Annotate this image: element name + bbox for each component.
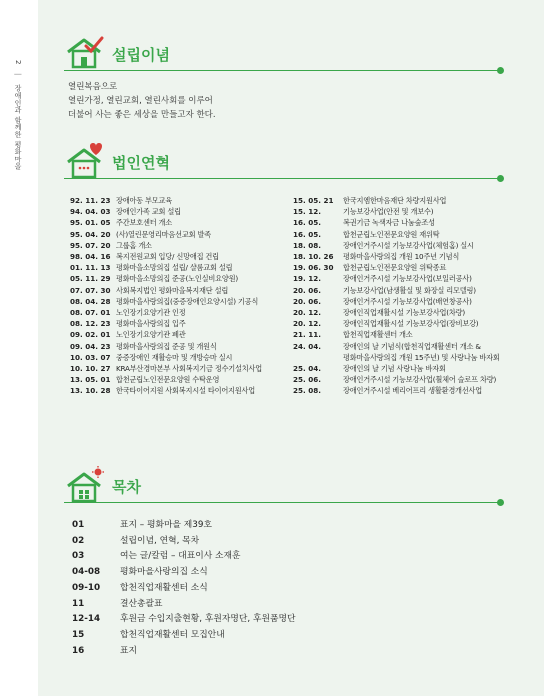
history-event: 합천군립노인전문요양원 위탁종료 — [343, 263, 447, 273]
section-title-history: 법인연혁 — [112, 154, 170, 172]
history-date: 18. 10. 26 — [293, 252, 334, 262]
history-row — [70, 229, 290, 240]
history-header — [64, 142, 504, 182]
history-row — [293, 262, 533, 273]
philosophy-line: 열린복음으로 — [68, 82, 118, 92]
toc-item — [72, 518, 295, 534]
history-event: 평화마을사랑의집(중증장애인요양시설) 기공식 — [116, 296, 259, 306]
history-row — [70, 318, 290, 329]
history-event: 장애아동 부모교육 — [116, 196, 173, 205]
history-row — [293, 285, 533, 296]
toc-title: 합천직업재활센터 소식 — [120, 582, 208, 593]
history-row — [70, 363, 290, 374]
history-list-left — [70, 195, 290, 397]
house-check-icon — [64, 34, 106, 70]
history-date: 20. 12. — [293, 319, 321, 329]
history-row — [70, 251, 290, 262]
publication-name: 장애인과 함께한 평화마을 — [14, 84, 22, 170]
separator: | — [14, 73, 22, 76]
divider — [64, 178, 498, 179]
history-date: 15. 12. — [293, 207, 321, 217]
history-date: 08. 04. 28 — [70, 296, 111, 306]
section-title-toc: 목차 — [112, 478, 141, 496]
divider — [64, 70, 498, 71]
toc-page: 09-10 — [72, 582, 101, 593]
toc-page: 11 — [72, 598, 85, 609]
house-heart-icon — [64, 142, 106, 180]
toc-title: 표지 — [120, 645, 137, 656]
history-row — [70, 385, 290, 396]
sidebar — [0, 0, 38, 696]
history-row — [70, 352, 290, 363]
history-row — [293, 296, 533, 307]
history-row — [70, 240, 290, 251]
history-date: 18. 08. — [293, 240, 321, 250]
toc-item — [72, 565, 295, 581]
history-date: 19. 12. — [293, 274, 321, 284]
toc-title: 후원금 수입지출현황, 후원자명단, 후원품명단 — [120, 614, 296, 625]
history-row — [70, 374, 290, 385]
history-row — [70, 341, 290, 352]
divider-dot — [497, 67, 504, 74]
history-date: 10. 10. 27 — [70, 364, 111, 374]
toc-page: 12-14 — [72, 614, 101, 625]
history-row — [293, 385, 533, 396]
toc-header — [64, 466, 504, 506]
toc-page: 16 — [72, 645, 85, 656]
toc-list — [72, 518, 295, 659]
history-date: 21. 11. — [293, 330, 321, 340]
history-event: 주간보호센터 개소 — [116, 218, 173, 228]
history-date: 92. 11. 23 — [70, 196, 111, 205]
history-row — [70, 329, 290, 340]
history-row — [293, 251, 533, 262]
divider-dot — [497, 175, 504, 182]
history-event: 합천직업재활센터 개소 — [343, 330, 413, 340]
history-event: 평화마을사랑의집 개원 15주년) 및 사랑나눔 바자회 — [343, 352, 500, 362]
divider-dot — [497, 499, 504, 506]
history-date: 19. 06. 30 — [293, 263, 334, 273]
sidebar-caption — [13, 60, 23, 170]
history-row — [293, 374, 533, 385]
history-event: 장애인가족 교회 설립 — [116, 207, 181, 217]
history-date: 16. 05. — [293, 218, 321, 228]
history-date: 13. 05. 01 — [70, 375, 111, 385]
toc-item — [72, 644, 295, 660]
history-date: 09. 04. 23 — [70, 341, 111, 351]
history-row — [293, 329, 533, 340]
history-row — [293, 307, 533, 318]
toc-item — [72, 534, 295, 550]
history-event: 사회복지법인 평화마을복지재단 설립 — [116, 285, 229, 295]
philosophy-line: 열린가정, 열린교회, 열린사회를 이루어 — [68, 96, 213, 106]
toc-page: 03 — [72, 551, 85, 562]
history-event: 복권기금 녹색자금 나눔숲조성 — [343, 218, 435, 228]
history-event: 장애인거주시설 기능보강사업(체험홈) 실시 — [343, 240, 474, 250]
toc-title: 결산총괄표 — [120, 598, 163, 609]
history-date: 09. 02. 01 — [70, 330, 111, 340]
toc-page: 01 — [72, 520, 85, 530]
history-event: 노인장기요양기관 인정 — [116, 308, 186, 318]
history-date: 24. 04. — [293, 341, 321, 351]
history-event: (사)열린문영리마음선교회 발족 — [116, 229, 211, 239]
history-list-right — [293, 195, 533, 397]
history-event: 그룹홈 개소 — [116, 240, 152, 250]
history-event: 장애인거주시설 베리어프리 생활환경개선사업 — [343, 386, 483, 396]
philosophy-text — [68, 80, 216, 122]
toc-item — [72, 581, 295, 597]
history-event: 평화마을사랑의집 입주 — [116, 319, 186, 329]
history-date: 95. 04. 20 — [70, 229, 111, 239]
history-date: 15. 05. 21 — [293, 196, 334, 205]
history-event: 장애인거주시설 기능보강사업(휠체어 슬로프 차량) — [343, 375, 497, 385]
history-date: 25. 08. — [293, 386, 321, 396]
history-date: 08. 12. 23 — [70, 319, 111, 329]
history-event: 평화마을소망의집 준공(노인실비요양원) — [116, 274, 238, 284]
house-sun-icon — [64, 466, 106, 504]
history-row — [70, 206, 290, 217]
page-number: 2 — [14, 60, 22, 65]
history-row — [293, 240, 533, 251]
toc-title: 설립이념, 연혁, 목차 — [120, 535, 200, 546]
history-row — [293, 195, 533, 206]
toc-title: 표지 – 평화마을 제39호 — [120, 520, 212, 530]
history-row — [70, 296, 290, 307]
history-event: 한국지엠한마음재단 차량지원사업 — [343, 196, 447, 205]
history-row — [293, 341, 533, 352]
history-row — [70, 195, 290, 206]
history-date: 01. 11. 13 — [70, 263, 111, 273]
history-event: 합천군립노인전문요양원 재위탁 — [343, 229, 440, 239]
history-row — [293, 318, 533, 329]
history-event: 노인장기요양기관 폐관 — [116, 330, 186, 340]
toc-page: 02 — [72, 535, 85, 546]
history-date: 05. 11. 29 — [70, 274, 111, 284]
history-event: 한국타이어지원 사회복지시설 타이어지원사업 — [116, 386, 256, 396]
history-event: 장애인거주시설 기능보강사업(보일러공사) — [343, 274, 472, 284]
history-event: 평화마을소망의집 설립/ 샬롬교회 설립 — [116, 263, 233, 273]
toc-title: 여는 글/칼럼 – 대표이사 소재훈 — [120, 551, 241, 562]
history-date: 25. 04. — [293, 364, 321, 374]
history-date: 20. 12. — [293, 308, 321, 318]
history-row — [293, 206, 533, 217]
history-date: 07. 07. 30 — [70, 285, 111, 295]
divider — [64, 502, 498, 503]
history-date: 08. 07. 01 — [70, 308, 111, 318]
history-row — [70, 217, 290, 228]
toc-item — [72, 612, 295, 628]
history-row — [293, 229, 533, 240]
history-row — [70, 262, 290, 273]
history-date: 95. 01. 05 — [70, 218, 111, 228]
history-row — [70, 285, 290, 296]
section-title-philosophy: 설립이념 — [112, 46, 170, 64]
philosophy-line: 더불어 사는 좋은 세상을 만들고자 한다. — [68, 110, 216, 120]
philosophy-header — [64, 34, 504, 74]
history-date: 20. 06. — [293, 296, 321, 306]
history-event: 평화마을사랑의집 개원 10주년 기념식 — [343, 252, 460, 262]
history-event: 장애인거주시설 기능보강사업(배연창공사) — [343, 296, 472, 306]
history-date: 20. 06. — [293, 285, 321, 295]
history-event: 장애인직업재활시설 기능보강사업(장비보강) — [343, 319, 479, 329]
history-date: 94. 04. 03 — [70, 207, 111, 217]
history-date: 10. 03. 07 — [70, 352, 111, 362]
toc-page: 04-08 — [72, 567, 101, 578]
history-event: 평화마을사랑의집 준공 및 개원식 — [116, 341, 217, 351]
toc-item — [72, 628, 295, 644]
toc-page: 15 — [72, 629, 85, 640]
history-date: 98. 04. 16 — [70, 252, 111, 262]
toc-title: 합천직업재활센터 모집안내 — [120, 629, 225, 640]
history-row — [293, 273, 533, 284]
history-date: 25. 06. — [293, 375, 321, 385]
toc-title: 평화마을사랑의집 소식 — [120, 567, 208, 578]
history-event: 기능보강사업(남생활실 및 화장실 리모델링) — [343, 285, 476, 295]
history-event: 장애인의 날 기념 사랑나눔 바자회 — [343, 364, 446, 374]
history-event: 장애인직업재활시설 기능보강사업(차량) — [343, 308, 465, 318]
history-date: 95. 07. 20 — [70, 240, 111, 250]
history-date: 16. 05. — [293, 229, 321, 239]
history-row — [293, 363, 533, 374]
history-row — [70, 307, 290, 318]
history-event: 복지전원교회 입당/ 신망애집 건립 — [116, 252, 219, 262]
history-row — [293, 352, 533, 363]
history-event: 장애인의 날 기념식(합천직업재활센터 개소 & — [343, 341, 481, 351]
history-date — [293, 352, 343, 363]
history-event: KRA부산경마본부 사회복지기금 정수기설치사업 — [116, 364, 263, 374]
toc-item — [72, 549, 295, 565]
history-date: 13. 10. 28 — [70, 386, 111, 396]
history-row — [70, 273, 290, 284]
history-row — [293, 217, 533, 228]
history-event: 중증장애인 재활승마 및 개방승마 실시 — [116, 352, 233, 362]
history-event: 합천군립노인전문요양원 수탁운영 — [116, 375, 220, 385]
toc-item — [72, 597, 295, 613]
history-event: 기능보강사업(안전 및 개보수) — [343, 207, 434, 217]
